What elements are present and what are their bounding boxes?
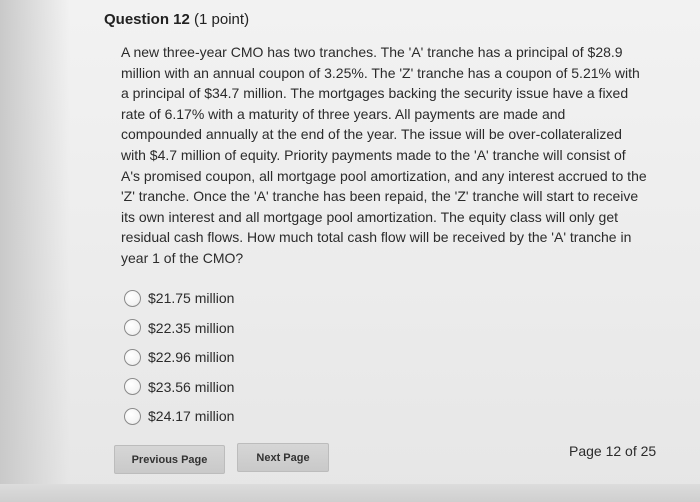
answer-option-c[interactable]: [124, 347, 234, 367]
radio-button[interactable]: [124, 290, 141, 307]
answer-label[interactable]: $22.35 million: [148, 319, 235, 336]
question-number: Question 12: [104, 11, 190, 28]
question-line: its own interest and all mortgage pool amortization. The equity class will only get: [121, 208, 618, 225]
question-line: A's promised coupon, all mortgage pool amortization, and any interest accrued to the: [121, 167, 647, 184]
radio-button[interactable]: [124, 349, 141, 366]
answer-options: [124, 288, 234, 436]
answer-option-d[interactable]: [124, 377, 234, 397]
previous-page-button[interactable]: Previous Page: [114, 445, 225, 474]
answer-label[interactable]: $24.17 million: [148, 408, 235, 424]
question-line: A new three-year CMO has two tranches. The 'A' tranche has a principal of $28.9: [121, 44, 623, 60]
question-text: [121, 42, 661, 269]
answer-option-a[interactable]: [124, 288, 234, 308]
question-points: (1 point): [194, 11, 250, 28]
answer-label[interactable]: $23.56 million: [148, 378, 235, 395]
bottom-edge: [0, 484, 700, 502]
radio-button[interactable]: [124, 319, 141, 336]
question-line: 'Z' tranche. Once the 'A' tranche has been repaid, the 'Z' tranche will start to receive: [121, 188, 639, 205]
radio-button[interactable]: [124, 378, 141, 395]
page-indicator: Page 12 of 25: [569, 443, 657, 459]
answer-option-e[interactable]: [124, 406, 234, 426]
question-line: rate of 6.17% with a maturity of three years. All payments are made and: [121, 105, 566, 122]
radio-button[interactable]: [124, 408, 141, 425]
question-line: residual cash flows. How much total cash flow will be received by the 'A' tranche in: [121, 229, 632, 246]
answer-option-b[interactable]: [124, 318, 234, 338]
photo-edge-shadow: [0, 0, 70, 502]
next-page-button[interactable]: Next Page: [237, 443, 329, 472]
question-line: million with an annual coupon of 3.25%. The 'Z' tranche has a coupon of 5.21% with: [121, 64, 640, 81]
question-title: [104, 11, 249, 28]
answer-label[interactable]: $22.96 million: [148, 349, 235, 365]
question-line: year 1 of the CMO?: [121, 249, 244, 266]
answer-label[interactable]: $21.75 million: [148, 290, 235, 306]
question-line: compounded annually at the end of the year. The issue will be over-collateralized: [121, 126, 622, 143]
question-line: a principal of $34.7 million. The mortgages backing the security issue have a fixed: [121, 85, 629, 102]
question-line: with $4.7 million of equity. Priority payments made to the 'A' tranche will consist of: [121, 146, 626, 163]
